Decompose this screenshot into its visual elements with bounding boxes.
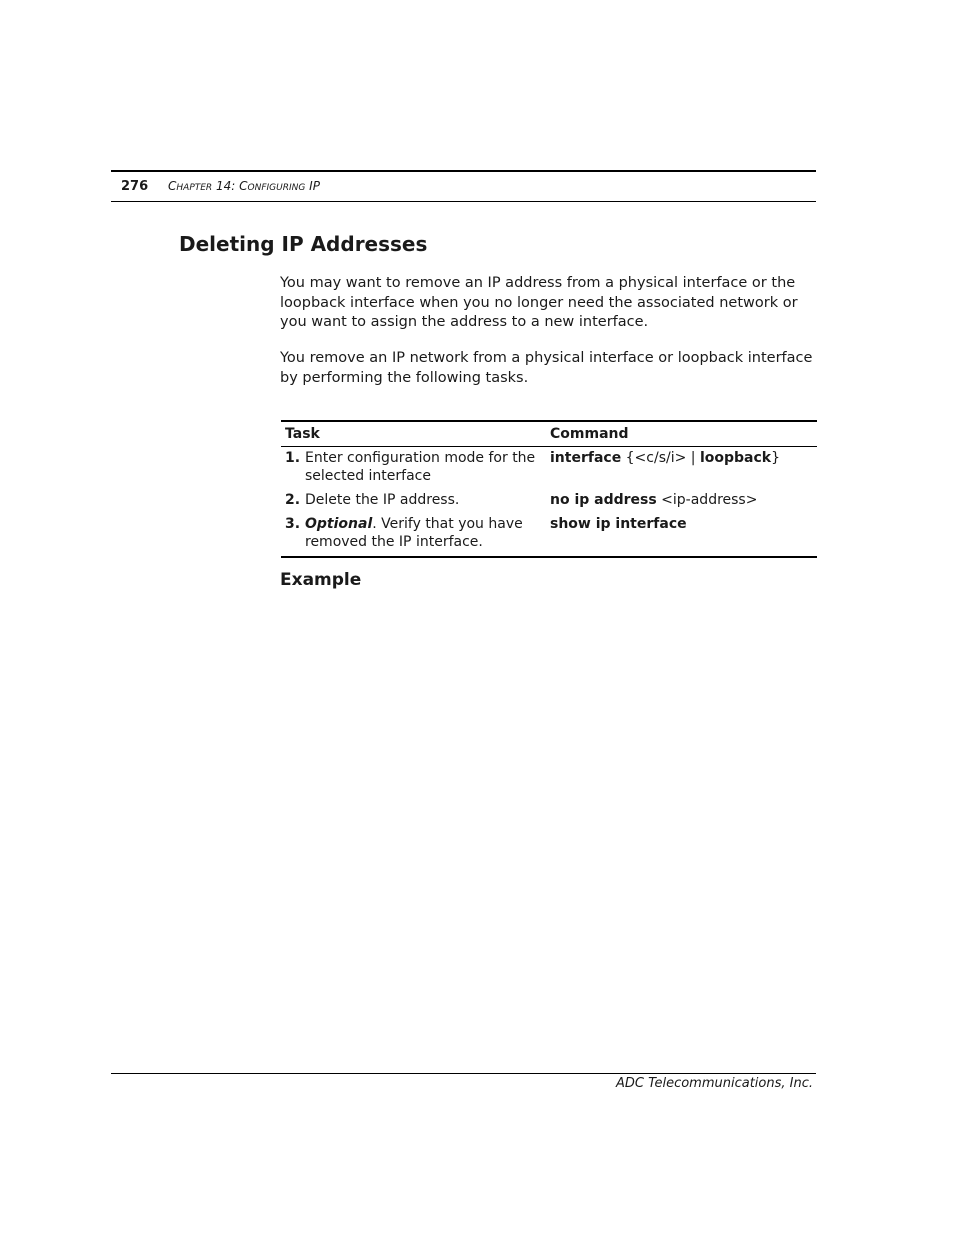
- intro-paragraph: You may want to remove an IP address from a physical interface or the loopback interface when you no longer need the associated network or you want to assign the address to a new interface.: [280, 275, 798, 331]
- task-text-wrapper: [305, 515, 542, 551]
- task-text: Delete the IP address.: [305, 492, 460, 508]
- command-keyword: no ip address: [550, 492, 657, 508]
- column-header-task: Task: [285, 426, 320, 442]
- running-head-mid: 14: C: [212, 179, 248, 193]
- step-number: 3.: [285, 516, 301, 532]
- footer-company: ADC Telecommunications, Inc.: [616, 1076, 813, 1091]
- footer-rule: [111, 1073, 816, 1074]
- table-header-row: [281, 421, 817, 447]
- step-number: 1.: [285, 450, 301, 466]
- section-title: Deleting IP Addresses: [179, 232, 428, 256]
- running-head: [168, 179, 320, 193]
- running-head-cap: C: [168, 179, 177, 193]
- running-head-smallcaps: HAPTER: [176, 183, 213, 193]
- command-args: <ip-address>: [656, 492, 758, 508]
- task-text: . Verify that you have removed the IP interface.: [305, 516, 523, 550]
- task-text: Enter configuration mode for the selected interface: [305, 450, 536, 484]
- optional-label: Optional: [305, 516, 373, 532]
- column-header-command: Command: [550, 426, 629, 442]
- task-cell: [281, 515, 546, 557]
- task-cell: [281, 491, 546, 515]
- task-cell: [281, 447, 546, 492]
- page-number: 276: [121, 179, 149, 194]
- command-args: }: [771, 450, 781, 466]
- command-keyword: loopback: [699, 450, 772, 466]
- task-command-table: [281, 420, 817, 558]
- running-head-smallcaps: ONFIGURING: [247, 183, 306, 193]
- command-cell: [546, 515, 817, 557]
- example-heading: Example: [280, 570, 362, 590]
- table-row: [281, 491, 817, 515]
- command-args: {<c/s/i> |: [621, 450, 700, 466]
- step-number: 2.: [285, 492, 301, 508]
- command-cell: [546, 491, 817, 515]
- command-cell: [546, 447, 817, 492]
- header-rule-top: [111, 170, 816, 172]
- tasks-paragraph: You remove an IP network from a physical interface or loopback interface by performing the following tasks.: [280, 350, 813, 386]
- running-head-end: IP: [305, 179, 320, 193]
- command-keyword: interface: [550, 450, 622, 466]
- header-rule-bottom: [111, 201, 816, 202]
- table-row: [281, 515, 817, 557]
- command-keyword: show ip interface: [550, 516, 687, 532]
- table-row: [281, 447, 817, 492]
